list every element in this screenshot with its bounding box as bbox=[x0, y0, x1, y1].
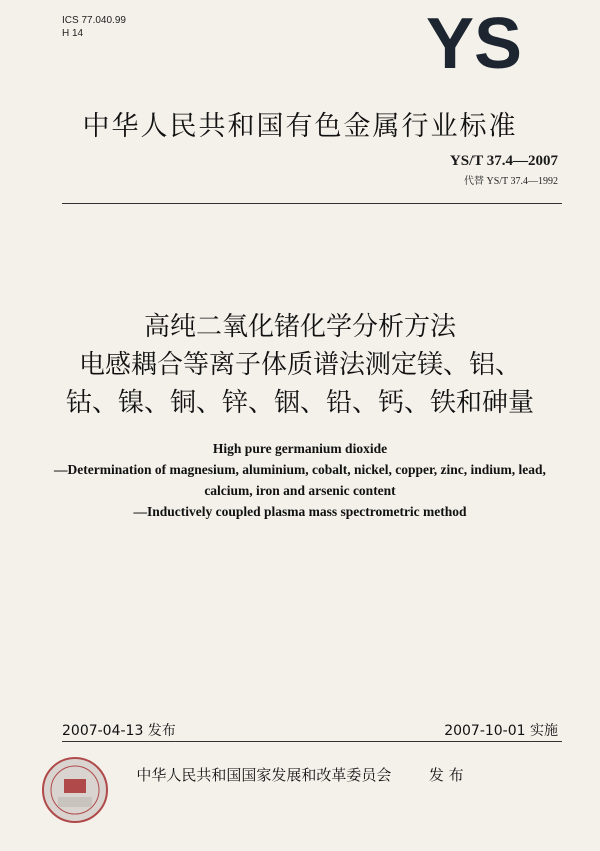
title-cn-line: 电感耦合等离子体质谱法测定镁、铝、 bbox=[78, 350, 521, 380]
title-en-line: High pure germanium dioxide bbox=[212, 441, 388, 456]
bottom-divider bbox=[62, 741, 562, 742]
standard-title: 中华人民共和国有色金属行业标准 bbox=[82, 111, 518, 142]
title-cn bbox=[0, 308, 600, 422]
ics-code: ICS 77.040.99 bbox=[62, 15, 126, 26]
issuer-name: 中华人民共和国国家发展和改革委员会 bbox=[136, 766, 392, 784]
ics-block bbox=[62, 14, 126, 40]
issuer-line bbox=[0, 764, 600, 785]
ys-logo-text: YS bbox=[425, 10, 523, 74]
ys-logo bbox=[418, 10, 530, 74]
title-en-line: calcium, iron and arsenic content bbox=[204, 483, 396, 498]
issue-date: 2007-04-13 发布 bbox=[62, 723, 176, 739]
issuer-action: 发 布 bbox=[428, 766, 464, 784]
class-code: H 14 bbox=[62, 28, 84, 39]
top-divider bbox=[62, 203, 562, 204]
title-en bbox=[0, 438, 600, 522]
title-en-line: —Inductively coupled plasma mass spectrometric method bbox=[133, 504, 467, 519]
title-cn-line: 高纯二氧化锗化学分析方法 bbox=[143, 312, 456, 342]
replaces-code: 代替 YS/T 37.4—1992 bbox=[464, 176, 558, 187]
implement-date: 2007-10-01 实施 bbox=[444, 723, 558, 739]
title-cn-line: 钴、镍、铜、锌、铟、铅、钙、铁和砷量 bbox=[65, 388, 534, 418]
standard-code: YS/T 37.4—2007 bbox=[449, 153, 558, 169]
title-en-line: —Determination of magnesium, aluminium, cobalt, nickel, copper, zinc, indium, lead, bbox=[54, 462, 546, 477]
